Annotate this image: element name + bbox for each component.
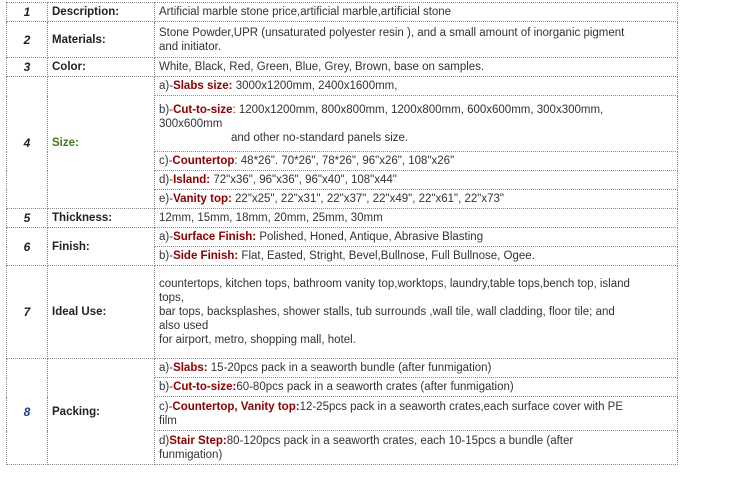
row-number: 8 [7,359,48,465]
row-number: 6 [7,228,48,266]
item-text: 60-80pcs pack in a seaworth crates (after funmigation) [236,381,514,393]
item-prefix: c)- [159,400,173,413]
table-row [7,22,678,58]
item-text: 22"x25", 22"x31", 22"x37", 22"x49", 22"x61", 22"x73" [231,193,504,205]
table-row [7,77,678,96]
item-prefix: b)- [159,250,174,262]
item-key: Slabs size: [173,80,233,92]
item-prefix: d) [159,434,170,447]
finish-surface [155,228,678,247]
item-prefix: c)- [159,155,173,167]
row-label: Finish: [48,228,155,266]
value-line: also used [159,320,209,332]
value-line: and initiator. [159,40,222,53]
row-label: Thickness: [48,209,155,228]
item-prefix: a)- [159,231,174,243]
item-key: Side Finish: [173,250,239,262]
value-line: countertops, kitchen tops, bathroom vanity top,worktops, laundry,table tops,bench top, island [159,278,630,290]
row-value: Artificial marble stone price,artificial marble,artificial stone [155,3,678,22]
packing-countertop [155,397,678,431]
item-key: Stair Step: [169,434,227,447]
item-text: 3000x1200mm, 2400x1600mm, [232,80,398,92]
packing-stair-step [155,431,678,465]
row-value: 12mm, 15mm, 18mm, 20mm, 25mm, 30mm [155,209,678,228]
item-prefix: a)- [159,362,174,374]
item-prefix: b)- [159,381,174,393]
item-text: 12-25pcs pack in a seaworth crates,each surface cover with PE [299,400,623,413]
item-key: Vanity top: [173,193,232,205]
value-line: Stone Powder,UPR (unsaturated polyester resin ), and a small amount of inorganic pigment [159,26,625,39]
size-slabs [155,77,678,96]
row-label: Packing: [48,359,155,465]
item-text: : 1200x1200mm, 800x800mm, 1200x800mm, 600x600mm, 300x300mm, [232,103,604,116]
item-key: Cut-to-size [173,103,233,116]
item-prefix: d)- [159,174,174,186]
row-label: Materials: [48,22,155,58]
finish-side [155,247,678,266]
row-value [155,266,678,359]
item-key: Cut-to-size: [173,381,237,393]
size-countertop [155,152,678,171]
row-number: 3 [7,58,48,77]
row-label: Description: [48,3,155,22]
table-row [7,228,678,247]
table-row [7,58,678,77]
row-value [155,22,678,58]
product-spec-table [6,2,678,465]
item-prefix: a)- [159,80,174,92]
size-cut-to-size [155,96,678,152]
value-line: funmigation) [159,448,223,461]
row-number: 5 [7,209,48,228]
item-key: Surface Finish: [173,231,257,243]
value-line: tops, [159,292,184,304]
table-row [7,3,678,22]
row-number: 1 [7,3,48,22]
item-text: 72"x36", 96"x36", 96"x40", 108"x44" [210,174,397,186]
row-number: 7 [7,266,48,359]
size-vanity-top [155,190,678,209]
value-line: bar tops, backsplashes, shower stalls, tub surrounds ,wall tile, wall cladding, floor tile; and [159,306,615,318]
item-key: Countertop [172,155,235,167]
table-row [7,209,678,228]
item-text: Flat, Easted, Stright, Bevel,Bullnose, Full Bullnose, Ogee. [238,250,535,262]
packing-slabs [155,359,678,378]
item-prefix: b)- [159,103,174,116]
item-text: 80-120pcs pack in a seaworth crates, each 10-15pcs a bundle (after [226,434,574,447]
table-row [7,266,678,359]
value-line: 300x600mm [159,117,223,130]
item-key: Island: [173,174,211,186]
row-value: White, Black, Red, Green, Blue, Grey, Brown, base on samples. [155,58,678,77]
packing-cut-to-size [155,378,678,397]
row-label: Ideal Use: [48,266,155,359]
item-key: Countertop, Vanity top: [172,400,300,413]
item-key: Slabs: [173,362,208,374]
value-line: film [159,414,177,427]
item-text: Polished, Honed, Antique, Abrasive Blasting [256,231,484,243]
size-island [155,171,678,190]
item-text: : 48*26". 70*26", 78*26", 96"x26", 108"x26" [234,155,455,167]
value-line: and other no-standard panels size. [231,131,409,144]
item-text: 15-20pcs pack in a seaworth bundle (after funmigation) [207,362,492,374]
table-row [7,359,678,378]
row-label: Size: [48,77,155,209]
value-line: for airport, metro, shopping mall, hotel. [159,334,356,346]
item-prefix: e)- [159,193,174,205]
row-label: Color: [48,58,155,77]
row-number: 4 [7,77,48,209]
row-number: 2 [7,22,48,58]
